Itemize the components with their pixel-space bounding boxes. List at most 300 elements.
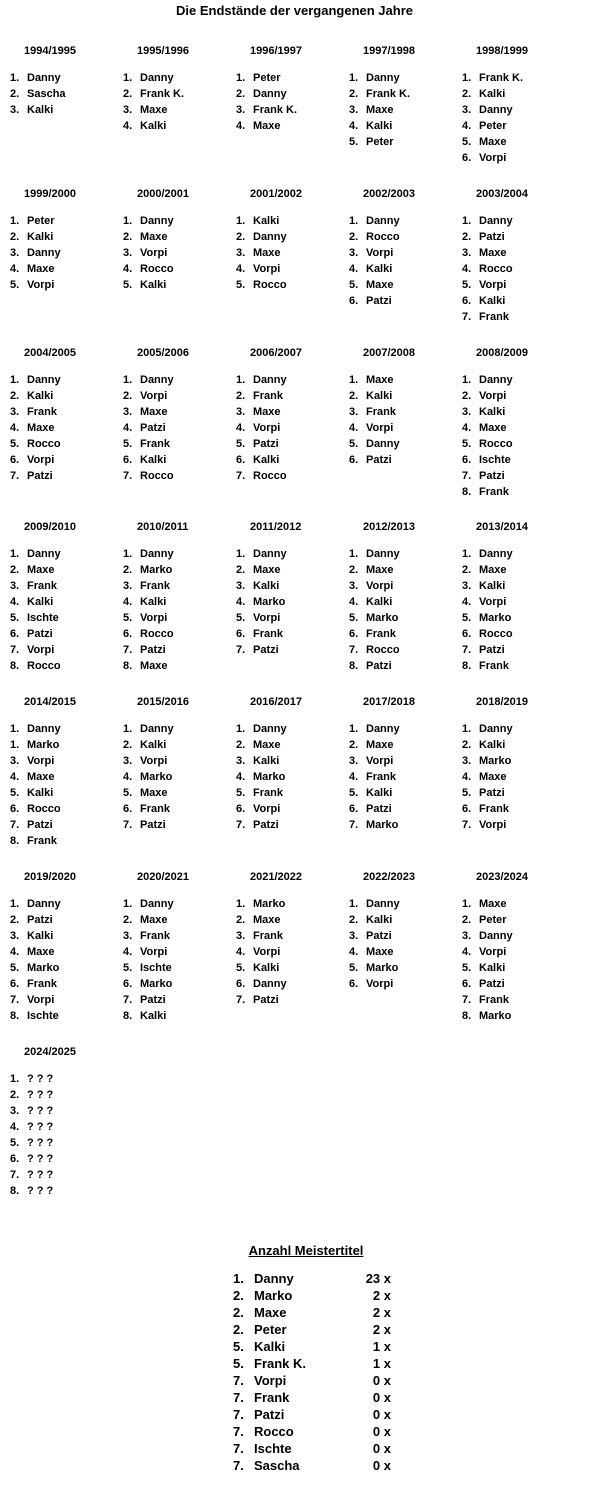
title-count: 1 x [372,1339,391,1354]
player-name: Maxe [253,914,281,926]
title-rank: 2. [233,1288,244,1303]
rank-number: 1. [123,548,133,560]
player-name: Kalki [253,755,280,767]
player-name: Maxe [27,946,55,958]
player-name: Vorpi [140,247,168,259]
player-name: Danny [253,548,287,560]
player-name: Danny [140,723,174,735]
player-name: Vorpi [140,390,168,402]
player-name: Vorpi [479,390,507,402]
player-name: Kalki [479,739,506,751]
player-name: Danny [140,898,174,910]
player-name: Vorpi [479,819,507,831]
rank-number: 3. [349,104,359,116]
player-name: Rocco [366,644,400,656]
player-name: Maxe [27,422,55,434]
rank-number: 6. [123,978,133,990]
rank-number: 7. [123,644,133,656]
table-row [233,1355,403,1372]
title-count: 2 x [372,1322,391,1337]
player-name: Patzi [140,994,166,1006]
player-name: Peter [254,1322,287,1337]
rank-number: 5. [236,612,246,624]
player-name: Patzi [253,819,279,831]
rank-number: 8. [462,486,472,498]
rank-number: 6. [462,454,472,466]
player-name: Frank [140,803,170,815]
player-name: Danny [27,374,61,386]
player-name: Vorpi [479,946,507,958]
rank-number: 3. [462,104,472,116]
rank-number: 1. [462,723,472,735]
rank-number: 7. [462,470,472,482]
player-name: Danny [479,930,513,942]
player-name: Maxe [140,104,168,116]
season-header: 2006/2007 [250,347,302,359]
rank-number: 6. [462,978,472,990]
rank-number: 3. [123,580,133,592]
player-name: Marko [253,596,286,608]
rank-number: 4. [462,596,472,608]
player-name: Patzi [366,454,392,466]
player-name: Kalki [254,1339,286,1354]
rank-number: 5. [462,612,472,624]
player-name: Maxe [479,136,507,148]
rank-number: 6. [349,978,359,990]
rank-number: 7. [10,470,20,482]
title-count: 0 x [372,1458,391,1473]
player-name: Vorpi [366,247,394,259]
rank-number: 6. [123,454,133,466]
player-name: Maxe [140,660,168,672]
player-name: Danny [253,978,287,990]
player-name: Danny [27,898,61,910]
player-name: Ischte [27,1010,59,1022]
player-name: Frank [27,835,57,847]
player-name: Patzi [140,819,166,831]
player-name: Danny [140,548,174,560]
rank-number: 5. [10,438,20,450]
player-name: Kalki [27,596,54,608]
rank-number: 2. [236,88,246,100]
rank-number: 6. [349,628,359,640]
player-name: Ischte [140,962,172,974]
rank-number: 2. [462,564,472,576]
rank-number: 5. [236,279,246,291]
rank-number: 1. [10,374,20,386]
player-name: ? ? ? [27,1105,54,1117]
player-name: Danny [27,548,61,560]
rank-number: 1. [10,215,20,227]
rank-number: 3. [123,104,133,116]
rank-number: 3. [236,755,246,767]
player-name: Vorpi [479,596,507,608]
player-name: Danny [253,231,287,243]
player-name: Frank [366,628,396,640]
player-name: Peter [479,914,507,926]
player-name: Kalki [253,962,280,974]
rank-number: 1. [10,548,20,560]
player-name: Sascha [27,88,66,100]
player-name: Vorpi [140,946,168,958]
player-name: Kalki [366,596,393,608]
rank-number: 4. [236,771,246,783]
rank-number: 5. [349,136,359,148]
player-name: Vorpi [366,580,394,592]
table-row [233,1457,403,1474]
rank-number: 1. [462,898,472,910]
player-name: ? ? ? [27,1089,54,1101]
player-name: Peter [479,120,507,132]
player-name: Kalki [366,914,393,926]
player-name: Vorpi [254,1373,287,1388]
rank-number: 5. [349,612,359,624]
rank-number: 6. [462,803,472,815]
rank-number: 5. [123,787,133,799]
rank-number: 5. [462,962,472,974]
player-name: Danny [253,723,287,735]
rank-number: 3. [123,930,133,942]
title-count: 0 x [372,1424,391,1439]
rank-number: 2. [462,231,472,243]
player-name: Maxe [253,120,281,132]
player-name: Frank K. [253,104,298,116]
table-row [233,1304,403,1321]
rank-number: 4. [236,422,246,434]
page-title: Die Endstände der vergangenen Jahre [176,3,413,18]
player-name: Frank K. [140,88,185,100]
season-header: 2000/2001 [137,188,189,200]
rank-number: 4. [10,1121,20,1133]
player-name: Kalki [253,215,280,227]
rank-number: 2. [10,914,20,926]
rank-number: 5. [123,962,133,974]
player-name: Kalki [253,580,280,592]
rank-number: 8. [10,660,20,672]
season-header: 2020/2021 [137,871,189,883]
player-name: Rocco [479,628,513,640]
player-name: Maxe [479,247,507,259]
player-name: Vorpi [253,803,281,815]
player-name: Patzi [27,628,53,640]
player-name: Kalki [140,1010,167,1022]
rank-number: 2. [10,564,20,576]
rank-number: 1. [462,374,472,386]
rank-number: 2. [10,88,20,100]
rank-number: 5. [236,962,246,974]
player-name: Vorpi [253,263,281,275]
rank-number: 6. [349,803,359,815]
rank-number: 3. [10,247,20,259]
rank-number: 3. [349,755,359,767]
rank-number: 2. [462,390,472,402]
player-name: Patzi [253,994,279,1006]
player-name: Rocco [366,231,400,243]
player-name: Maxe [140,231,168,243]
rank-number: 8. [123,1010,133,1022]
player-name: Peter [253,72,281,84]
rank-number: 3. [123,406,133,418]
title-rank: 7. [233,1390,244,1405]
player-name: Marko [479,755,512,767]
title-count: 23 x [365,1271,391,1286]
player-name: Danny [140,72,174,84]
season-header: 2010/2011 [137,521,189,533]
rank-number: 8. [462,660,472,672]
rank-number: 3. [10,580,20,592]
player-name: Kalki [27,104,54,116]
rank-number: 4. [10,771,20,783]
player-name: Frank [27,580,57,592]
rank-number: 7. [236,470,246,482]
player-name: Frank [140,580,170,592]
player-name: Danny [479,723,513,735]
season-header: 2011/2012 [250,521,302,533]
rank-number: 4. [10,422,20,434]
rank-number: 5. [349,279,359,291]
player-name: Danny [366,898,400,910]
table-row [233,1287,403,1304]
player-name: Patzi [140,644,166,656]
rank-number: 4. [123,946,133,958]
rank-number: 7. [349,819,359,831]
rank-number: 6. [349,454,359,466]
player-name: Maxe [253,564,281,576]
rank-number: 4. [10,263,20,275]
season-header: 1994/1995 [24,45,76,57]
player-name: ? ? ? [27,1153,54,1165]
title-count: 1 x [372,1356,391,1371]
player-name: Marko [140,564,173,576]
title-rank: 7. [233,1424,244,1439]
title-rank: 7. [233,1458,244,1473]
title-count: 2 x [372,1288,391,1303]
rank-number: 7. [236,819,246,831]
player-name: Marko [479,1010,512,1022]
player-name: Frank [27,978,57,990]
player-name: Frank [366,406,396,418]
rank-number: 1. [123,374,133,386]
rank-number: 6. [236,803,246,815]
rank-number: 3. [10,755,20,767]
player-name: Kalki [366,120,393,132]
rank-number: 1. [10,898,20,910]
rank-number: 4. [236,263,246,275]
player-name: ? ? ? [27,1185,54,1197]
rank-number: 5. [349,787,359,799]
player-name: Frank [140,438,170,450]
title-rank: 1. [233,1271,244,1286]
rank-number: 5. [349,438,359,450]
rank-number: 4. [349,771,359,783]
season-header: 2008/2009 [476,347,528,359]
player-name: Danny [479,215,513,227]
player-name: Danny [253,88,287,100]
player-name: Kalki [366,787,393,799]
player-name: Kalki [366,263,393,275]
rank-number: 2. [349,390,359,402]
rank-number: 4. [123,263,133,275]
player-name: Rocco [140,263,174,275]
rank-number: 2. [10,390,20,402]
player-name: Vorpi [140,755,168,767]
season-header: 2013/2014 [476,521,528,533]
player-name: Vorpi [27,755,55,767]
player-name: Patzi [253,644,279,656]
player-name: Maxe [140,914,168,926]
player-name: Frank [254,1390,290,1405]
season-header: 2019/2020 [24,871,76,883]
player-name: Kalki [366,390,393,402]
rank-number: 7. [462,644,472,656]
player-name: Maxe [254,1305,287,1320]
table-row [233,1423,403,1440]
player-name: Marko [366,819,399,831]
player-name: Rocco [27,660,61,672]
player-name: ? ? ? [27,1137,54,1149]
player-name: Kalki [479,962,506,974]
player-name: Kalki [140,739,167,751]
rank-number: 3. [462,580,472,592]
title-count: 0 x [372,1407,391,1422]
player-name: Marko [366,612,399,624]
player-name: Maxe [366,279,394,291]
player-name: Vorpi [27,279,55,291]
rank-number: 3. [123,247,133,259]
player-name: Frank [253,787,283,799]
player-name: Danny [366,723,400,735]
title-rank: 7. [233,1373,244,1388]
rank-number: 2. [462,914,472,926]
player-name: Maxe [479,422,507,434]
rank-number: 3. [10,104,20,116]
player-name: Rocco [479,263,513,275]
rank-number: 1. [123,215,133,227]
player-name: Patzi [479,470,505,482]
player-name: Maxe [366,946,394,958]
rank-number: 2. [123,231,133,243]
player-name: Ischte [254,1441,292,1456]
rank-number: 5. [236,438,246,450]
player-name: Patzi [479,231,505,243]
rank-number: 6. [236,978,246,990]
player-name: Maxe [479,564,507,576]
rank-number: 3. [462,930,472,942]
player-name: ? ? ? [27,1121,54,1133]
rank-number: 6. [236,454,246,466]
rank-number: 4. [123,422,133,434]
season-header: 2009/2010 [24,521,76,533]
rank-number: 7. [10,644,20,656]
season-header: 2016/2017 [250,696,302,708]
player-name: Danny [27,247,61,259]
player-name: Marko [253,898,286,910]
player-name: Patzi [366,295,392,307]
player-name: Maxe [479,898,507,910]
rank-number: 1. [349,548,359,560]
player-name: Danny [366,215,400,227]
rank-number: 6. [10,454,20,466]
player-name: Maxe [27,771,55,783]
season-header: 2005/2006 [137,347,189,359]
player-name: Maxe [366,374,394,386]
player-name: Danny [27,72,61,84]
rank-number: 3. [349,406,359,418]
rank-number: 8. [10,1010,20,1022]
rank-number: 1. [123,72,133,84]
rank-number: 1. [236,374,246,386]
rank-number: 4. [462,120,472,132]
season-header: 2001/2002 [250,188,302,200]
rank-number: 1. [349,374,359,386]
rank-number: 3. [10,406,20,418]
player-name: Patzi [27,819,53,831]
player-name: Vorpi [27,994,55,1006]
rank-number: 2. [10,1089,20,1101]
player-name: Danny [479,374,513,386]
rank-number: 5. [349,962,359,974]
rank-number: 4. [123,596,133,608]
player-name: Marko [254,1288,293,1303]
rank-number: 4. [462,771,472,783]
rank-number: 2. [123,739,133,751]
player-name: ? ? ? [27,1169,54,1181]
player-name: Rocco [140,470,174,482]
player-name: Maxe [140,787,168,799]
rank-number: 1. [462,215,472,227]
rank-number: 6. [10,803,20,815]
player-name: Kalki [140,454,167,466]
rank-number: 1. [349,215,359,227]
season-header: 2014/2015 [24,696,76,708]
player-name: Kalki [479,580,506,592]
rank-number: 7. [236,644,246,656]
player-name: Patzi [366,930,392,942]
rank-number: 7. [349,644,359,656]
rank-number: 5. [123,279,133,291]
rank-number: 4. [236,596,246,608]
rank-number: 4. [462,422,472,434]
rank-number: 8. [123,660,133,672]
rank-number: 2. [236,390,246,402]
player-name: Vorpi [253,612,281,624]
rank-number: 3. [236,247,246,259]
rank-number: 1. [10,1073,20,1085]
rank-number: 3. [349,247,359,259]
rank-number: 2. [349,739,359,751]
player-name: Vorpi [366,422,394,434]
rank-number: 2. [349,914,359,926]
player-name: Vorpi [253,946,281,958]
rank-number: 2. [236,564,246,576]
rank-number: 6. [123,628,133,640]
player-name: Frank [253,390,283,402]
player-name: Vorpi [366,755,394,767]
season-header: 2021/2022 [250,871,302,883]
rank-number: 1. [10,723,20,735]
rank-number: 4. [349,422,359,434]
season-header: 2012/2013 [363,521,415,533]
player-name: Vorpi [366,978,394,990]
player-name: Maxe [27,263,55,275]
rank-number: 3. [10,1105,20,1117]
rank-number: 5. [10,962,20,974]
player-name: Rocco [27,803,61,815]
season-header: 2003/2004 [476,188,528,200]
rank-number: 5. [10,279,20,291]
player-name: Kalki [27,231,54,243]
player-name: Patzi [140,422,166,434]
